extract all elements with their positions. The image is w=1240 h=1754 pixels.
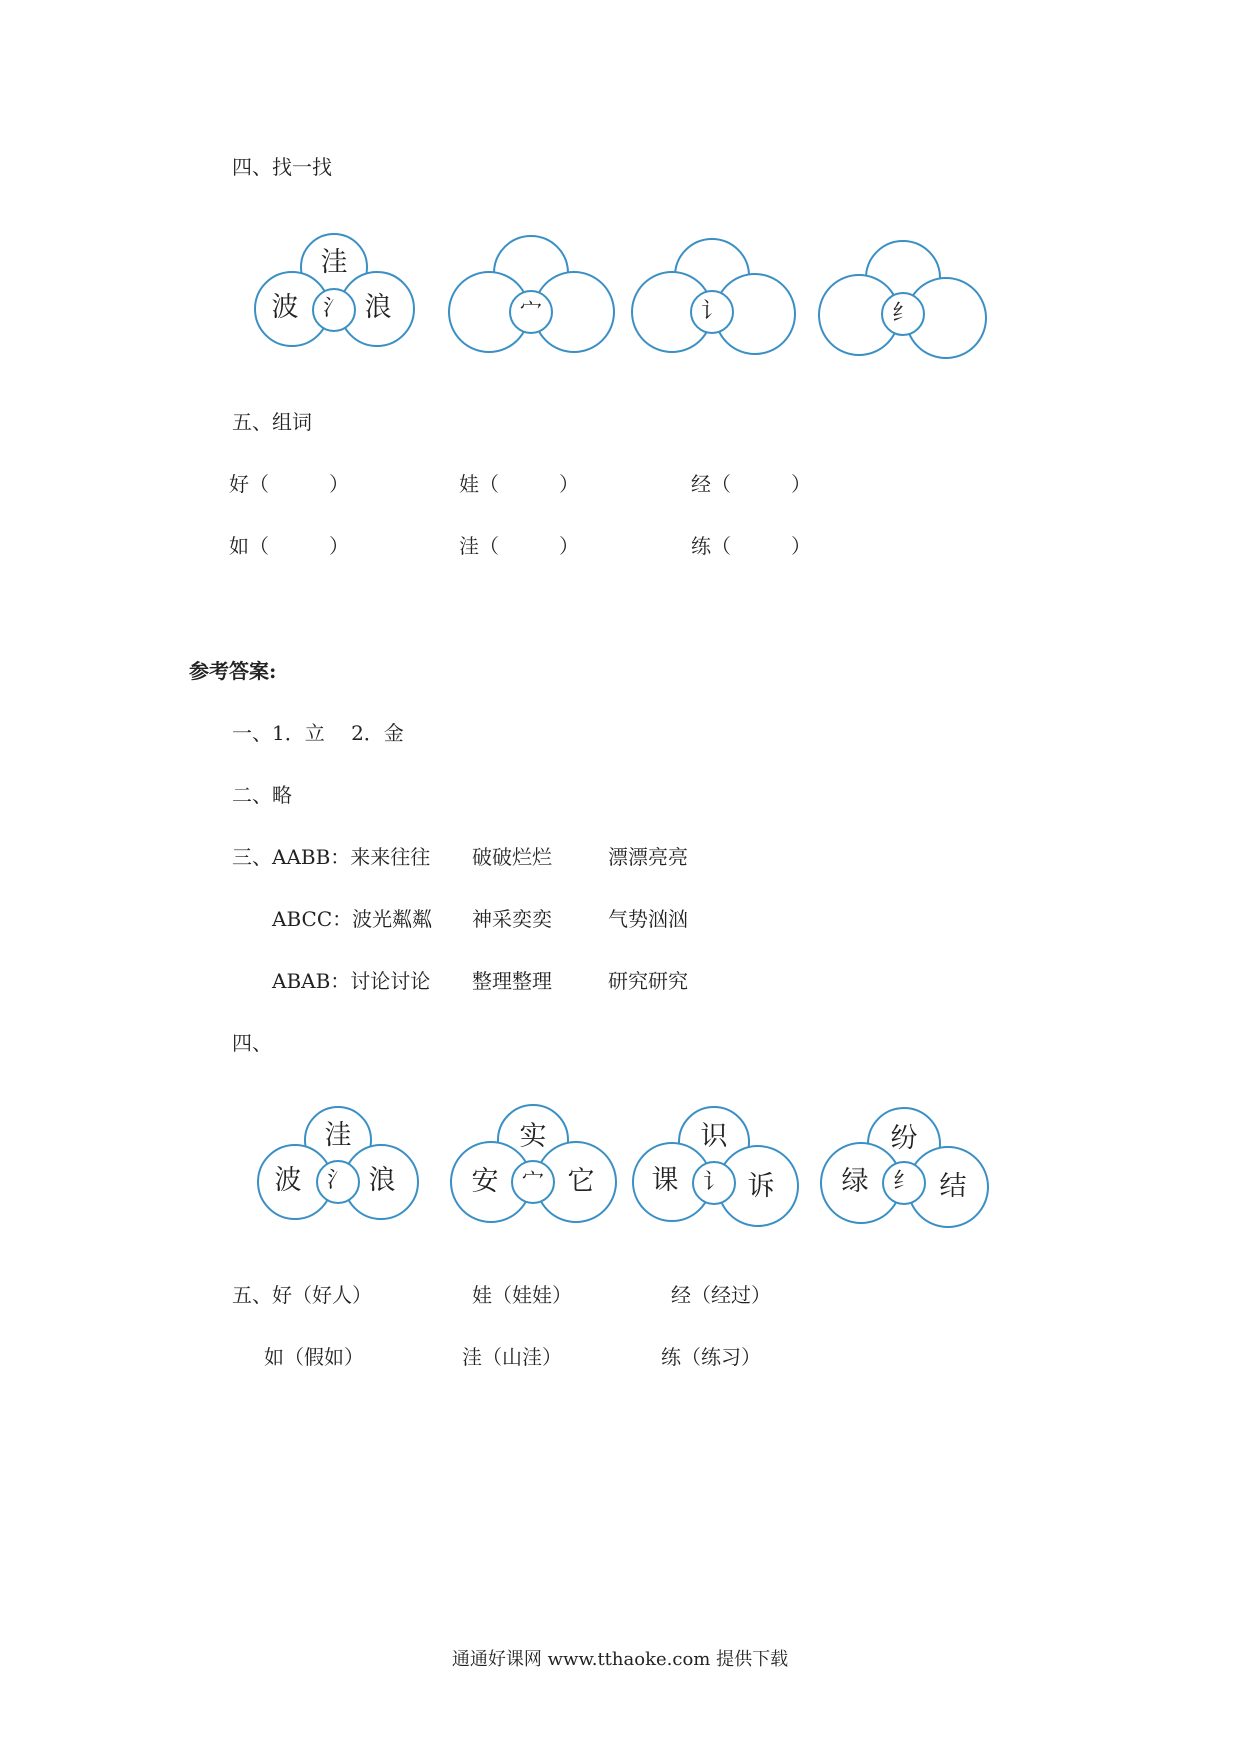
- radical-flower-3: [632, 238, 802, 368]
- flower-left-char: 波: [274, 1165, 302, 1196]
- flower-center-radical: 讠: [702, 1170, 725, 1195]
- answer-3-word: 神采奕奕: [472, 907, 552, 931]
- flower-center-radical: 宀: [519, 299, 542, 324]
- answer-flower-4: [821, 1107, 991, 1237]
- flower-top-char: 洼: [324, 1120, 352, 1151]
- answer-3-word: 整理整理: [472, 969, 552, 993]
- answer-3-word: 研究研究: [608, 969, 688, 993]
- flower-left-char: 波: [271, 292, 299, 323]
- section4-heading: 四、找一找: [232, 155, 332, 179]
- answer-3-pattern: 三、AABB：来来往往: [232, 845, 431, 869]
- answer-flower-1: [258, 1106, 428, 1236]
- answer-3-pattern: ABCC：波光粼粼: [272, 907, 433, 931]
- answer-5-word: 洼（山洼）: [462, 1345, 562, 1369]
- answer-5-word: 娃（娃娃）: [472, 1283, 572, 1307]
- page-footer: 通通好课网 www.tthaoke.com 提供下载: [451, 1649, 789, 1670]
- flower-top-char: 识: [700, 1121, 728, 1152]
- flower-left-char: 安: [471, 1166, 499, 1197]
- flower-right-char: 诉: [747, 1171, 775, 1202]
- radical-flower-4: [819, 240, 989, 370]
- flower-center-radical: 氵: [322, 296, 345, 321]
- word-blank: 洼（ ）: [459, 534, 579, 558]
- flower-top-char: 洼: [320, 247, 348, 278]
- flower-top-char: 实: [519, 1121, 547, 1152]
- flower-center-radical: 纟: [891, 301, 914, 326]
- answers-heading: 参考答案:: [189, 659, 277, 683]
- answer-5-word: 五、好（好人）: [232, 1283, 372, 1307]
- flower-center-radical: 讠: [700, 299, 723, 324]
- word-blank: 好（ ）: [229, 472, 349, 496]
- radical-flower-1: [255, 233, 425, 363]
- word-blank: 娃（ ）: [459, 472, 579, 496]
- flower-center-radical: 宀: [521, 1169, 544, 1194]
- flower-top-char: 纷: [890, 1123, 918, 1154]
- flower-center-radical: 氵: [326, 1168, 349, 1193]
- word-blank: 练（ ）: [691, 534, 811, 558]
- radical-flower-2: [449, 235, 619, 365]
- word-blank: 如（ ）: [229, 534, 349, 558]
- flower-center-radical: 纟: [892, 1169, 915, 1194]
- answer-4-label: 四、: [232, 1031, 272, 1055]
- answer-flower-3: [634, 1106, 804, 1236]
- flower-right-char: 它: [567, 1166, 595, 1197]
- answer-3-word: 破破烂烂: [472, 845, 552, 869]
- answer-3-word: 漂漂亮亮: [608, 845, 688, 869]
- flower-right-char: 浪: [364, 292, 392, 323]
- answer-2: 二、略: [232, 783, 292, 807]
- flower-right-char: 结: [939, 1171, 967, 1202]
- answer-flower-2: [451, 1104, 621, 1234]
- answer-5-word: 如（假如）: [264, 1345, 364, 1369]
- answer-5-word: 练（练习）: [661, 1345, 761, 1369]
- section5-heading: 五、组词: [232, 410, 312, 434]
- answer-5-word: 经（经过）: [671, 1283, 771, 1307]
- flower-left-char: 课: [651, 1165, 679, 1196]
- flower-right-char: 浪: [368, 1165, 396, 1196]
- answer-3-word: 气势汹汹: [608, 907, 688, 931]
- answer-1: 一、1．立 2．金: [232, 721, 404, 745]
- flower-left-char: 绿: [841, 1166, 869, 1197]
- answer-3-pattern: ABAB：讨论讨论: [272, 969, 431, 993]
- word-blank: 经（ ）: [691, 472, 811, 496]
